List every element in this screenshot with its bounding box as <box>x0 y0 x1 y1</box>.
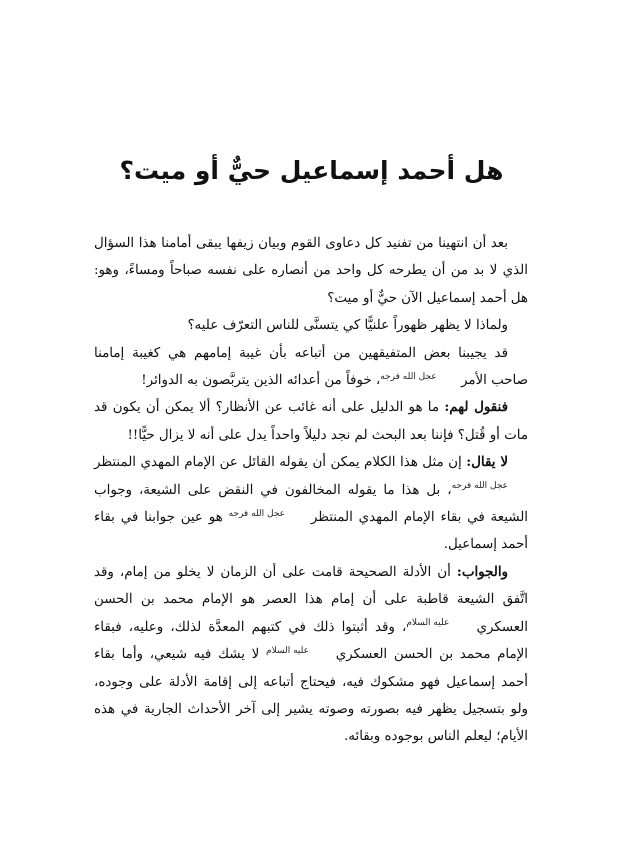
paragraph-4-text: ما هو الدليل على أنه غائب عن الأنظار؟ ألا يمكن أن يكون قد مات أو قُتل؟ فإننا بعد البحث لم نجد دليلاً واحداً يدل على أنه لا يزال حيًّا!! <box>94 400 528 443</box>
paragraph-4-lead: فنقول لهم: <box>444 399 508 416</box>
paragraph-6-lead: والجواب: <box>456 563 509 580</box>
paragraph-3-text-after: ، خوفاً من أعدائه الذين يتربَّصون به الدوائر! <box>141 373 381 389</box>
paragraph-3 <box>94 340 528 395</box>
page-title: هل أحمد إسماعيل حيٌّ أو ميت؟ <box>119 156 504 185</box>
paragraph-5-lead: لا يقال: <box>466 454 508 471</box>
paragraph-5-text-after: هو عين جوابنا في بقاء أحمد إسماعيل. <box>94 510 528 553</box>
paragraph-5-text-before: إن مثل هذا الكلام يمكن أن يقوله القائل عن الإمام المهدي المنتظر <box>94 455 462 471</box>
paragraph-6-text-after: لا يشك فيه شيعي، وأما بقاء أحمد إسماعيل فهو مشكوك فيه، فيحتاج أتباعه إلى إقامة الأدلة على وجوده، ولو بتسجيل يظهر فيه بصورته وصوته يشير إلى آخر الأحداث الجارية في هذه الأيام؛ ليعلم الناس بوجوده وبقائه. <box>94 647 528 745</box>
honorific-symbol: عجل الله فرجه <box>228 508 285 519</box>
paragraph-5 <box>94 449 528 559</box>
paragraph-6 <box>94 559 528 751</box>
paragraph-4 <box>94 394 528 449</box>
body-text <box>94 230 528 751</box>
honorific-symbol: عليه السلام <box>266 645 309 656</box>
paragraph-3-text-before: قد يجيبنا بعض المتفيقهين من أتباعه بأن غيبة إمامهم هي كغيبة إمامنا صاحب الأمر <box>94 345 528 389</box>
honorific-symbol: عجل الله فرجه <box>451 481 508 492</box>
paragraph-2-text: ولماذا لا يظهر ظهوراً علنيًّا كي يتسنَّى للناس التعرّف عليه؟ <box>187 318 508 334</box>
paragraph-2 <box>94 312 528 339</box>
paragraph-6-text-before: أن الأدلة الصحيحة قامت على أن الزمان لا يخلو من إمام، وقد اتَّفق الشيعة قاطبة على أن إمام هذا العصر هو الإمام محمد بن الحسن العسكري <box>94 564 528 635</box>
paragraph-1-text: بعد أن انتهينا من تفنيد كل دعاوى القوم وبيان زيفها يبقى أمامنا هذا السؤال الذي لا بد من أن يطرحه كل واحد من أنصاره على نفسه صباحاً ومساءً، وهو: هل أحمد إسماعيل الآن حيٌّ أو ميت؟ <box>94 236 528 306</box>
paragraph-5-text-middle: ، بل هذا ما يقوله المخالفون في النقض على الشيعة، وجواب الشيعة في بقاء الإمام المهدي المنتظر <box>94 482 528 526</box>
paragraph-1 <box>94 230 528 312</box>
honorific-symbol: عليه السلام <box>406 618 450 629</box>
paragraph-6-text-middle: ، وقد أثبتوا ذلك في كتبهم المعدَّة لذلك، وعليه، فبقاء الإمام محمد بن الحسن العسكري <box>94 619 528 663</box>
honorific-symbol: عجل الله فرجه <box>380 371 437 382</box>
